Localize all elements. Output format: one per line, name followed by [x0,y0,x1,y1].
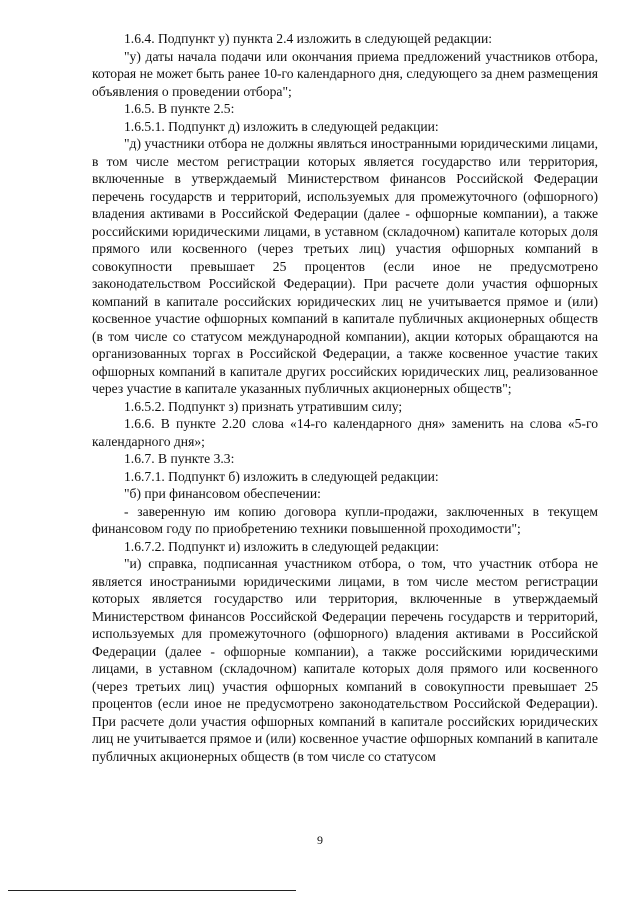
clause-1-6-7-1-text: - заверенную им копию договора купли-продажи, заключенных в текущем финансовом году по приобретению техники повышенной проходимости"; [92,503,598,536]
footer-divider [8,890,296,891]
clause-1-6-7: 1.6.7. В пункте 3.3: [124,451,235,466]
clause-1-6-4: 1.6.4. Подпункт у) пункта 2.4 изложить в следующей редакции: [124,31,493,46]
clause-1-6-7-1: 1.6.7.1. Подпункт б) изложить в следующей редакции: [124,468,439,484]
clause-1-6-7-2: 1.6.7.2. Подпункт и) изложить в следующей редакции: [124,538,440,554]
clause-1-6-7-1-heading: "б) при финансовом обеспечении: [124,486,321,501]
clause-1-6-5-1-text: "д) участники отбора не должны являться иностранными юридическими лицами, в том числе местом регистрации которых является государство или территория, включенные в утверждаемый Министерством финансов Российской Федерации перечень государств и территорий, используемых для промежуточного (офшорного) владения активами в Российской Федерации (далее - офшорные компании), а также российскими юридическими лицами, в уставном (складочном) капитале которых доля прямого или косвенного (через третьих лиц) участия офшорных компаний в совокупности превышает 25 процентов (если иное не предусмотрено законодательством Российской Федерации). При расчете доли участия офшорных компаний в капитале российских юридических лиц не учитывается прямое и (или) косвенное участие офшорных компаний в капитале публичных акционерных обществ (в том числе со статусом международной компании), акции которых обращаются на организованных торгах в Российской Федерации, а также косвенное участие таких офшорных компаний в капитале других российских юридических лиц, реализованное через участие в капитале указанных публичных акционерных обществ"; [92,136,598,396]
clause-1-6-5-1: 1.6.5.1. Подпункт д) изложить в следующей редакции: [124,118,439,134]
document-page [92,30,598,765]
clause-1-6-6: 1.6.6. В пункте 2.20 слова «14-го календарного дня» заменить на слова «5-го календарного дня»; [92,416,598,449]
clause-1-6-4-text: "у) даты начала подачи или окончания приема предложений участников отбора, которая не может быть ранее 10-го календарного дня, следующего за днем размещения объявления о проведении отбора"; [92,48,598,99]
clause-1-6-5: 1.6.5. В пункте 2.5: [124,101,235,116]
clause-1-6-7-2-text: "и) справка, подписанная участником отбора, о том, что участник отбора не является иностраниыми юридическими лицами, в том числе местом регистрации которых является государство или территория, включенные в утверждаемый Министерством финансов Российской Федерации перечень государств и территорий, используемых для промежуточного (офшорного) владения активами в Российской Федерации (далее - офшорные компании), а также российскими юридическими лицами, в уставном (складочном) капитале которых доля прямого или косвенного (через третьих лиц) участия офшорных компаний в совокупности превышает 25 процентов (если иное не предусмотрено законодательством Российской Федерации). При расчете доли участия офшорных компаний в капитале российских юридических лиц не учитывается прямое и (или) косвенное участие офшорных компаний в капитале публичных акционерных обществ (в том числе со статусом [92,556,598,764]
clause-1-6-5-2: 1.6.5.2. Подпункт з) признать утратившим силу; [124,398,403,414]
page-number: 9 [317,833,323,847]
